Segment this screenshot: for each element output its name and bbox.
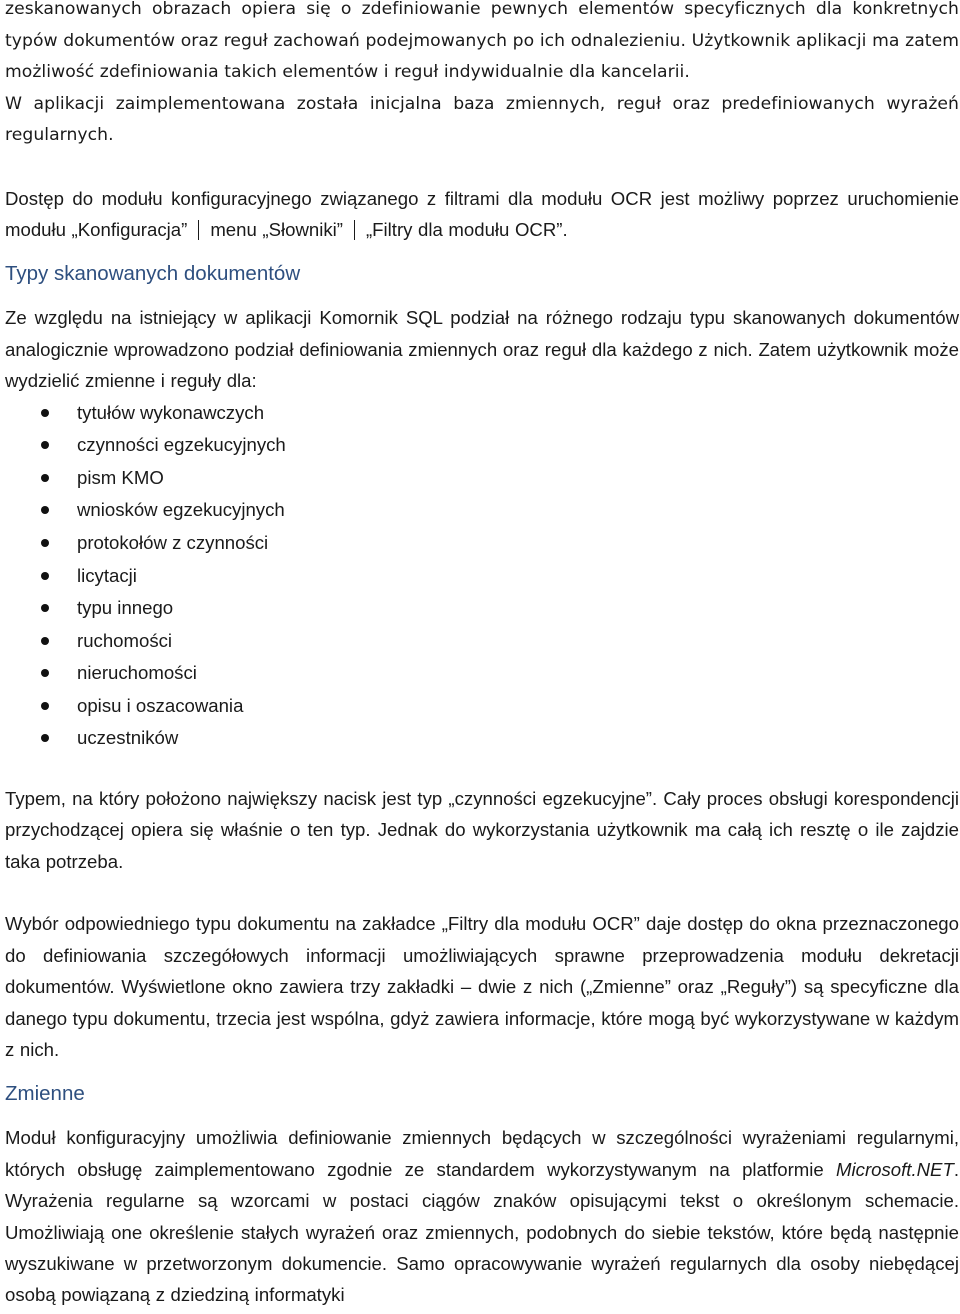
filters-path-item: „Filtry dla modułu OCR”. [365, 218, 568, 240]
bullet-icon [41, 637, 49, 645]
variables-heading: Zmienne [5, 1082, 85, 1106]
main-type-paragraph: Typem, na który położono największy nacisk jest typ „czynności egzekucyjne”. Cały proces obsługi korespondencji przychodzącej opiera się właśnie o ten typ. Jednak do wykorzystania użytkownik ma całą ich resztę o ile zajdzie taka potrzeba. [5, 788, 959, 872]
types-intro-paragraph: Ze względu na istniejący w aplikacji Komornik SQL podział na różnego rodzaju typu skanowanych dokumentów analogicznie wprowadzono podział definiowania zmiennych oraz reguł dla każdego z nich. Zatem użytkownik może wydzielić zmienne i reguły dla: [5, 307, 959, 392]
bullet-icon [41, 604, 49, 612]
variables-paragraph: Moduł konfiguracyjny umożliwia definiowanie zmiennych będących w szczególności wyrażeniami regularnymi, których obsługę zaimplementowano zgodnie ze standardem wykorzystywanym na platformie Microsoft.NET. Wyrażenia regularne są wzorcami w postaci ciągów znaków opisującymi tekst o określonym schemacie. Umożliwiają one określenie stałych wyrażeń oraz zmiennych, podobnych do siebie tekstów, które będą następnie wyszukiwane w przetworzonym dokumencie. Samo opracowywanie wyrażeń regularnych dla osoby niebędącej osobą powiązaną z dziedziną informatyki [5, 1127, 959, 1306]
path-separator [198, 220, 199, 240]
types-heading: Typy skanowanych dokumentów [5, 262, 301, 286]
list-item: tytułów wykonawczych [5, 397, 959, 430]
list-item: protokołów z czynności [5, 527, 959, 560]
bullet-icon [41, 702, 49, 710]
document-types-list [5, 397, 959, 756]
bullet-icon [41, 572, 49, 580]
list-item: wniosków egzekucyjnych [5, 494, 959, 527]
document-page [5, 0, 959, 1311]
menu-path-item: menu „Słowniki” [210, 218, 343, 240]
bullet-icon [41, 669, 49, 677]
list-item: uczestników [5, 722, 959, 755]
bullet-icon [41, 539, 49, 547]
intro-paragraph: zeskanowanych obrazach opiera się o zdefiniowanie pewnych elementów specyficznych dla konkretnych typów dokumentów oraz reguł zachowań podejmowanych po ich odnalezieniu. Użytkownik aplikacji ma zatem możliwość zdefiniowania takich elementów i reguł indywidualnie dla kancelarii. [5, 0, 959, 82]
bullet-icon [41, 474, 49, 482]
list-item: licytacji [5, 560, 959, 593]
list-item: typu innego [5, 592, 959, 625]
bullet-icon [41, 506, 49, 514]
access-paragraph [5, 183, 959, 246]
list-item: pism KMO [5, 462, 959, 495]
list-item: ruchomości [5, 625, 959, 658]
bullet-icon [41, 409, 49, 417]
path-separator [354, 220, 355, 240]
access-text: Dostęp do modułu konfiguracyjnego związanego z filtrami dla modułu OCR jest możliwy poprzez uruchomienie modułu „Konfiguracja” [5, 187, 959, 240]
platform-name: Microsoft.NET [836, 1158, 954, 1180]
list-item: opisu i oszacowania [5, 690, 959, 723]
list-item: nieruchomości [5, 657, 959, 690]
list-item: czynności egzekucyjnych [5, 429, 959, 462]
bullet-icon [41, 734, 49, 742]
type-choice-paragraph: Wybór odpowiedniego typu dokumentu na zakładce „Filtry dla modułu OCR” daje dostęp do okna przeznaczonego do definiowania szczegółowych informacji umożliwiających sprawne przeprowadzenia modułu dekretacji dokumentów. Wyświetlone okno zawiera trzy zakładki – dwie z nich („Zmienne” oraz „Reguły”) są specyficzne dla danego typu dokumentu, trzecia jest wspólna, gdyż zawiera informacje, które mogą być wykorzystywane w każdym z nich. [5, 913, 959, 1060]
initial-base-paragraph: W aplikacji zaimplementowana została inicjalna baza zmiennych, reguł oraz predefiniowanych wyrażeń regularnych. [5, 93, 959, 145]
bullet-icon [41, 441, 49, 449]
